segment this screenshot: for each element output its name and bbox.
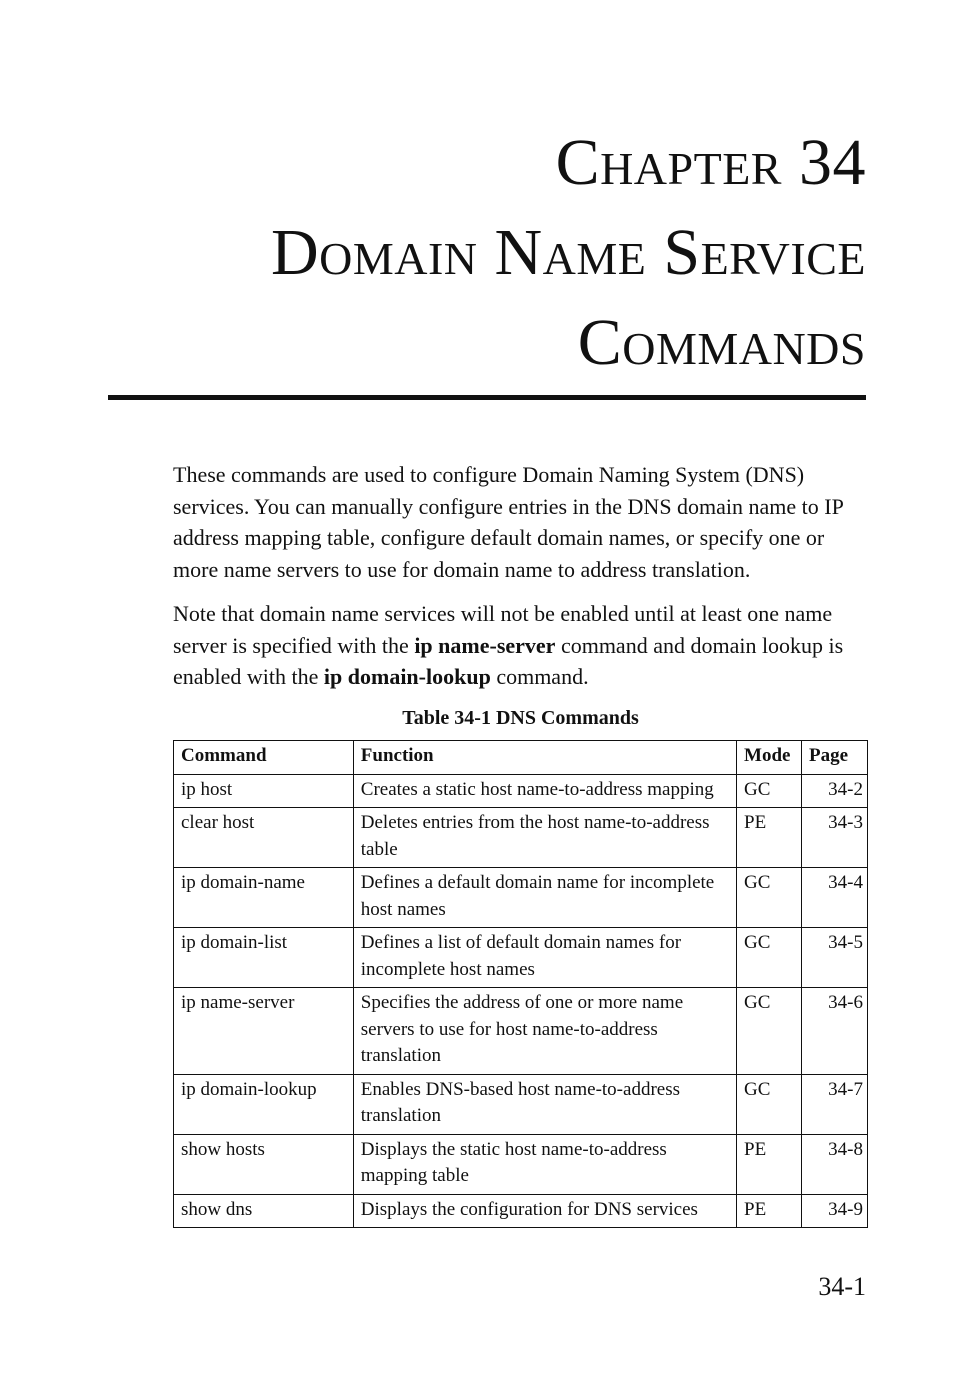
cell-page: 34-8 — [802, 1134, 868, 1194]
cell-mode: PE — [737, 808, 802, 868]
table-row — [174, 1074, 868, 1134]
column-header-page: Page — [802, 741, 868, 775]
column-header-command: Command — [174, 741, 354, 775]
note-text-2: command and domain lookup is enabled with the — [173, 632, 844, 689]
note-text-3: command. — [490, 664, 589, 689]
cell-function: Displays the configuration for DNS services — [353, 1194, 736, 1228]
cell-function: Creates a static host name-to-address mapping — [353, 774, 736, 808]
cell-page: 34-4 — [802, 868, 868, 928]
cell-function: Deletes entries from the host name-to-address table — [353, 808, 736, 868]
cell-function: Enables DNS-based host name-to-address translation — [353, 1074, 736, 1134]
note-paragraph — [173, 598, 868, 693]
table-row — [174, 928, 868, 988]
cell-page: 34-5 — [802, 928, 868, 988]
cell-mode: PE — [737, 1134, 802, 1194]
cell-function: Specifies the address of one or more name servers to use for host name-to-address translation — [353, 988, 736, 1075]
table-row — [174, 988, 868, 1075]
cell-mode: GC — [737, 774, 802, 808]
cell-function: Displays the static host name-to-address mapping table — [353, 1134, 736, 1194]
cell-command: ip domain-lookup — [174, 1074, 354, 1134]
table-row — [174, 774, 868, 808]
cell-mode: PE — [737, 1194, 802, 1228]
cell-page: 34-3 — [802, 808, 868, 868]
page-number: 34-1 — [818, 1272, 866, 1301]
table-row — [174, 868, 868, 928]
table-caption: Table 34-1 DNS Commands — [402, 707, 639, 729]
column-header-mode: Mode — [737, 741, 802, 775]
table-row — [174, 1194, 868, 1228]
chapter-title-line-2: Commands — [577, 306, 866, 379]
cell-page: 34-9 — [802, 1194, 868, 1228]
table-row — [174, 1134, 868, 1194]
cell-command: ip name-server — [174, 988, 354, 1075]
chapter-title — [271, 118, 866, 388]
cell-mode: GC — [737, 868, 802, 928]
command-ref-ip-name-server: ip name-server — [414, 632, 556, 658]
note-text-1: Note that domain name services will not be enabled until at least one name server is specified with the — [173, 601, 833, 658]
table-row — [174, 808, 868, 868]
chapter-number: Chapter 34 — [555, 126, 866, 199]
column-header-function: Function — [353, 741, 736, 775]
cell-command: ip domain-list — [174, 928, 354, 988]
cell-mode: GC — [737, 988, 802, 1075]
chapter-divider — [108, 395, 866, 400]
cell-command: show dns — [174, 1194, 354, 1228]
cell-command: ip host — [174, 774, 354, 808]
cell-function: Defines a default domain name for incomplete host names — [353, 868, 736, 928]
dns-commands-table — [173, 740, 868, 1228]
cell-command: ip domain-name — [174, 868, 354, 928]
cell-command: clear host — [174, 808, 354, 868]
cell-page: 34-2 — [802, 774, 868, 808]
cell-function: Defines a list of default domain names for incomplete host names — [353, 928, 736, 988]
chapter-title-line-1: Domain Name Service — [270, 216, 866, 289]
intro-paragraph: These commands are used to configure Domain Naming System (DNS) services. You can manually configure entries in the DNS domain name to IP address mapping table, configure default domain names, or specify one or more name servers to use for domain name to address translation. — [173, 462, 844, 582]
cell-mode: GC — [737, 1074, 802, 1134]
cell-page: 34-6 — [802, 988, 868, 1075]
cell-mode: GC — [737, 928, 802, 988]
table-header-row — [174, 741, 868, 775]
cell-command: show hosts — [174, 1134, 354, 1194]
command-ref-ip-domain-lookup: ip domain-lookup — [323, 664, 491, 689]
cell-page: 34-7 — [802, 1074, 868, 1134]
